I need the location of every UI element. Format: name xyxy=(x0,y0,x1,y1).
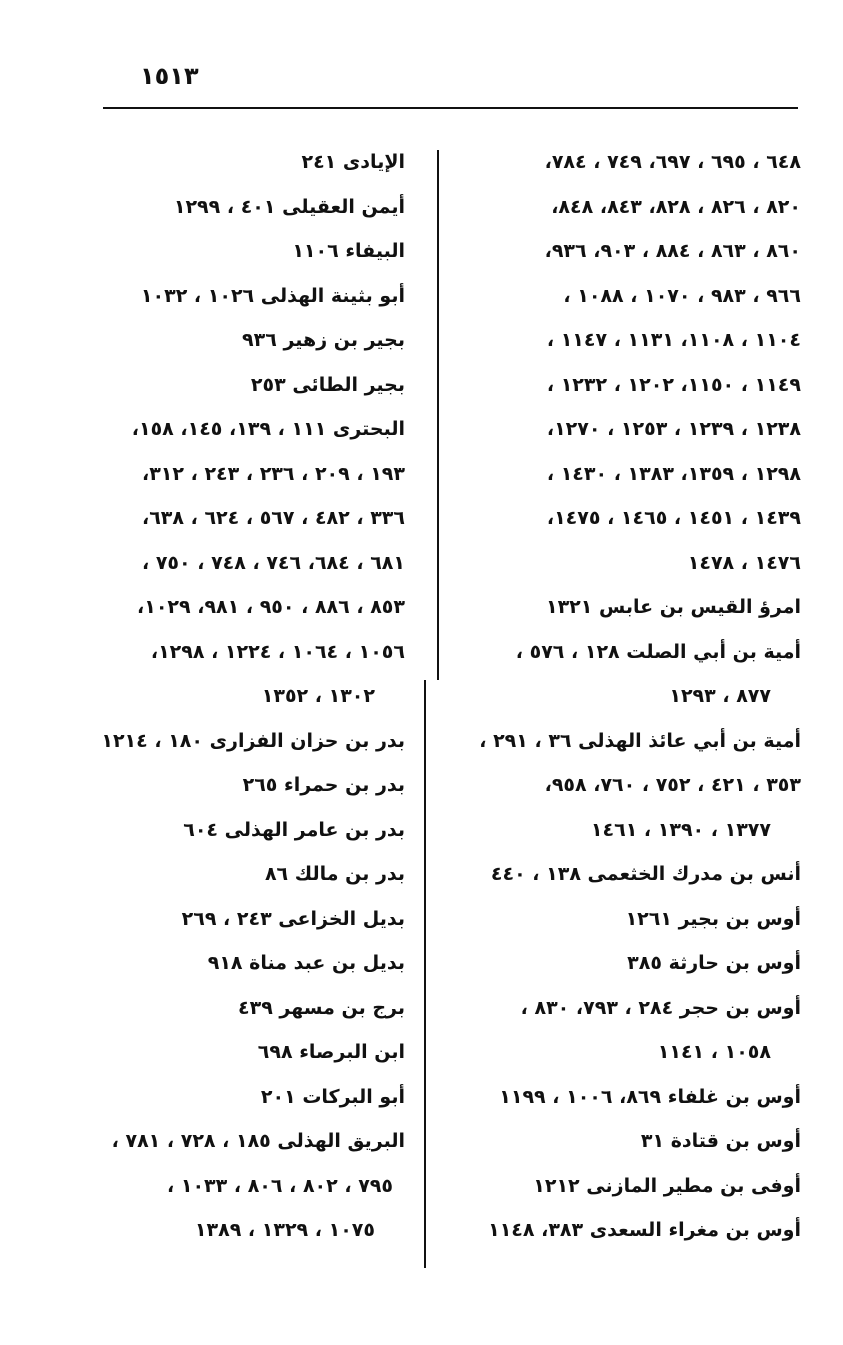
index-line: ١٣٧٧ ، ١٣٩٠ ، ١٤٦١ xyxy=(590,818,771,841)
index-entry: أوس بن قتادة ٣١ xyxy=(640,1130,801,1152)
index-line: ٣٥٣ ، ٤٢١ ، ٧٥٢ ، ٧٦٠، ٩٥٨، xyxy=(544,774,801,796)
index-line: ١٠٥٦ ، ١٠٦٤ ، ١٢٢٤ ، ١٢٩٨، xyxy=(150,640,405,663)
index-line: ١١٤٩ ، ١١٥٠، ١٢٠٢ ، ١٢٣٢ ، xyxy=(546,373,801,396)
index-entry: أمية بن أبي عائذ الهذلى ٣٦ ، ٢٩١ ، xyxy=(479,729,801,752)
index-entry: البريق الهذلى ١٨٥ ، ٧٢٨ ، ٧٨١ ، xyxy=(111,1130,405,1152)
index-entry: برج بن مسهر ٤٣٩ xyxy=(238,996,405,1019)
index-line: ١٠٧٥ ، ١٣٢٩ ، ١٣٨٩ xyxy=(194,1219,375,1241)
index-entry: أوس بن حارثة ٣٨٥ xyxy=(627,952,801,974)
index-entry: امرؤ القيس بن عابس ١٣٢١ xyxy=(545,596,801,618)
index-entry: البيفاء ١١٠٦ xyxy=(292,240,405,262)
index-entry: بدر بن عامر الهذلى ٦٠٤ xyxy=(183,818,405,841)
index-entry: بديل الخزاعى ٢٤٣ ، ٢٦٩ xyxy=(181,907,405,930)
index-line: ١٠٥٨ ، ١١٤١ xyxy=(657,1041,771,1063)
index-line: ٩٦٦ ، ٩٨٣ ، ١٠٧٠ ، ١٠٨٨ ، xyxy=(563,284,801,307)
index-entry: أوس بن حجر ٢٨٤ ، ٧٩٣، ٨٣٠ ، xyxy=(520,996,801,1019)
index-line: ١١٠٤ ، ١١٠٨، ١١٣١ ، ١١٤٧ ، xyxy=(546,329,801,351)
index-entry: أنس بن مدرك الخثعمى ١٣٨ ، ٤٤٠ xyxy=(490,863,801,885)
index-entry: بدر بن مالك ٨٦ xyxy=(264,863,405,885)
index-entry: أمية بن أبي الصلت ١٢٨ ، ٥٧٦ ، xyxy=(515,640,801,663)
index-entry: ابن البرصاء ٦٩٨ xyxy=(257,1041,405,1063)
index-line: ١٣٠٢ ، ١٣٥٢ xyxy=(261,685,375,707)
index-entry: أبو البركات ٢٠١ xyxy=(260,1085,405,1108)
index-line: ٨٢٠ ، ٨٢٦ ، ٨٢٨، ٨٤٣، ٨٤٨، xyxy=(551,195,801,218)
index-entry: أبو بثينة الهذلى ١٠٢٦ ، ١٠٣٢ xyxy=(140,284,405,307)
index-entry: بجير الطائى ٢٥٣ xyxy=(250,373,405,396)
index-entry: بجير بن زهير ٩٣٦ xyxy=(242,329,405,351)
index-line: ٦٨١ ، ٦٨٤، ٧٤٦ ، ٧٤٨ ، ٧٥٠ ، xyxy=(141,551,405,574)
index-entry: أوفى بن مطير المازنى ١٢١٢ xyxy=(533,1174,801,1197)
page-number: ١٥١٣ xyxy=(140,62,199,90)
index-entry: أيمن العقيلى ٤٠١ ، ١٢٩٩ xyxy=(173,195,405,218)
index-column-right xyxy=(456,140,801,1253)
index-line: ١٩٣ ، ٢٠٩ ، ٢٣٦ ، ٢٤٣ ، ٣١٢، xyxy=(141,462,405,485)
index-column-left xyxy=(75,140,405,1253)
index-entry: أوس بن بجير ١٢٦١ xyxy=(625,907,801,930)
index-line: ١٤٧٦ ، ١٤٧٨ xyxy=(687,551,801,574)
index-line: ٨٥٣ ، ٨٨٦ ، ٩٥٠ ، ٩٨١، ١٠٢٩، xyxy=(137,596,405,618)
index-entry: بدر بن حزان الفزارى ١٨٠ ، ١٢١٤ xyxy=(101,729,405,752)
index-entry: الإيادى ٢٤١ xyxy=(301,151,405,173)
index-line: ٦٤٨ ، ٦٩٥ ، ٦٩٧، ٧٤٩ ، ٧٨٤، xyxy=(544,151,801,173)
index-line: ٣٣٦ ، ٤٨٢ ، ٥٦٧ ، ٦٢٤ ، ٦٣٨، xyxy=(141,507,405,529)
index-line: ١٤٣٩ ، ١٤٥١ ، ١٤٦٥ ، ١٤٧٥، xyxy=(546,507,801,529)
index-entry: أوس بن غلفاء ٨٦٩، ١٠٠٦ ، ١١٩٩ xyxy=(499,1085,801,1108)
index-entry: بدر بن حمراء ٢٦٥ xyxy=(242,774,405,796)
index-entry: بديل بن عبد مناة ٩١٨ xyxy=(207,952,405,974)
index-line: ١٢٣٨ ، ١٢٣٩ ، ١٢٥٣ ، ١٢٧٠، xyxy=(546,418,801,440)
column-divider-upper xyxy=(437,150,439,680)
column-divider-lower xyxy=(424,680,426,1268)
index-line: ٨٦٠ ، ٨٦٣ ، ٨٨٤ ، ٩٠٣، ٩٣٦، xyxy=(544,240,801,262)
index-line: ٧٩٥ ، ٨٠٢ ، ٨٠٦ ، ١٠٣٣ ، xyxy=(167,1174,393,1197)
index-entry: البحترى ١١١ ، ١٣٩، ١٤٥، ١٥٨، xyxy=(131,418,405,440)
index-line: ١٢٩٨ ، ١٣٥٩، ١٣٨٣ ، ١٤٣٠ ، xyxy=(546,462,801,485)
index-entry: أوس بن مغراء السعدى ٣٨٣، ١١٤٨ xyxy=(488,1219,801,1241)
index-line: ٨٧٧ ، ١٢٩٣ xyxy=(669,685,771,707)
header-rule xyxy=(103,107,798,109)
